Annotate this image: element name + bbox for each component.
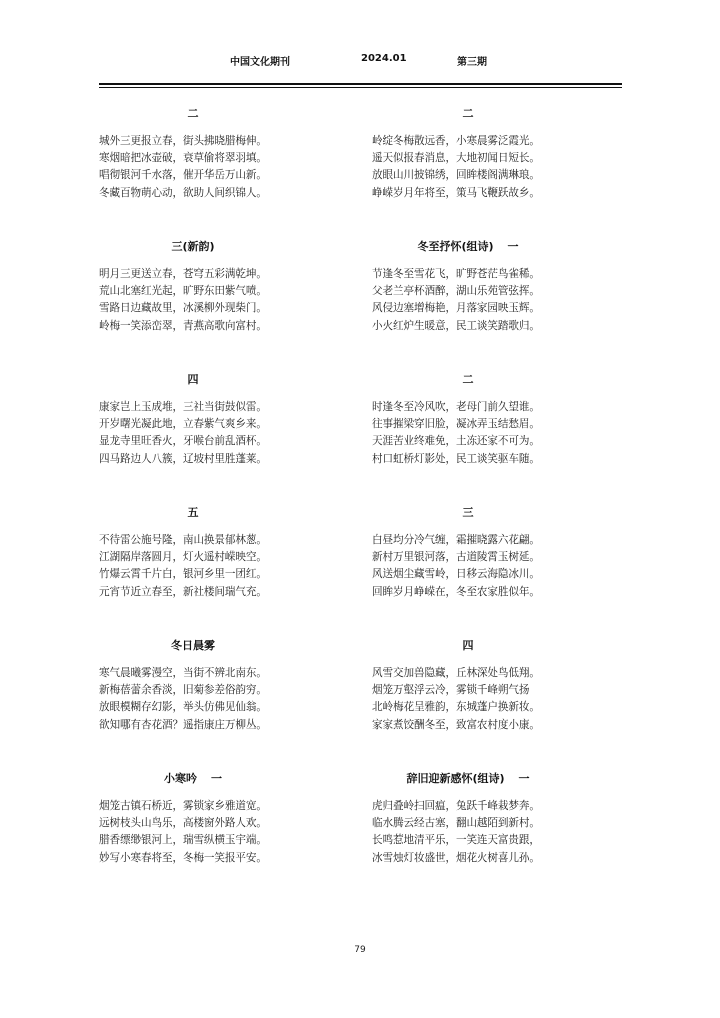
poem-line: 岭绽冬梅散远香，小寒晨雾泛霞光。 xyxy=(372,135,540,147)
poem-line: 烟笼古镇石桥近，雾锁家乡雅道宽。 xyxy=(99,800,267,812)
poem-title: 二 xyxy=(462,373,474,386)
poem-line: 康家岂上玉成堆，三社当街鼓似雷。 xyxy=(99,401,267,413)
poem-line: 竹爆云霄千片白，银河乡里一团红。 xyxy=(99,568,267,581)
poem-line: 时逢冬至冷风吹，老母门前久望谁。 xyxy=(372,401,540,413)
poem xyxy=(99,494,287,627)
poem-line: 烟笼万壑浮云冷，雾锁千峰朔气扬 xyxy=(372,684,530,697)
poem-line: 荒山北塞红光起，旷野东田紫气喷。 xyxy=(99,285,267,298)
poem-title: 三(新韵) xyxy=(171,240,215,253)
poem-line: 唱彻银河千水落，催开华岳万山新。 xyxy=(99,169,267,182)
poem-line: 节逢冬至雪花飞，旷野苍茫鸟雀稀。 xyxy=(372,268,540,280)
poem-line: 放眼模糊存幻影，举头仿佛见仙翁。 xyxy=(99,701,267,714)
poem xyxy=(372,95,564,228)
poem-line: 开岁曙光凝此地，立春紫气爽乡来。 xyxy=(99,418,267,431)
poem-line: 冰雪烛灯妆盛世，烟花火树喜儿孙。 xyxy=(372,851,540,864)
poem-line: 小火红炉生暖意，民工谈笑踏歌归。 xyxy=(372,319,540,332)
poem-line: 长鸣惹地清平乐，一笑连天富贵跟， xyxy=(372,834,540,847)
issue-number: 第三期 xyxy=(457,57,487,68)
poem-title: 冬日晨雾 xyxy=(171,639,215,652)
poem-title: 四 xyxy=(187,373,199,386)
poem-line: 寒烟暗把冰壶破，衰草偷将翠羽填。 xyxy=(99,152,267,165)
poem-line: 天涯苦业终难免，土冻还家不可为。 xyxy=(372,435,540,448)
poem-line: 江湖隔岸落圆月，灯火遥村嵘映空。 xyxy=(99,551,267,564)
poem-line: 北岭梅花呈雅韵，东城蓬户换新妆。 xyxy=(372,701,540,714)
poem-title: 二 xyxy=(462,107,474,120)
poem-line: 不待雷公施号隆，南山换景郁林葱。 xyxy=(99,534,267,546)
poem-line: 新村万里银河落，古道陵霄玉树延。 xyxy=(372,551,540,564)
poem-line: 欲知哪有杏花酒？遥指康庄万柳丛。 xyxy=(99,718,267,731)
poem-title: 三 xyxy=(462,506,474,519)
poem-part-number: 一 xyxy=(211,772,222,785)
poem-line: 家家煮饺酬冬至，致富农村度小康。 xyxy=(372,718,540,731)
poem-line: 远树枝头山鸟乐，高楼窗外路人欢。 xyxy=(99,817,267,830)
poem-line: 新梅蓓蕾余香淡，旧菊参差俗韵穷。 xyxy=(99,684,267,697)
header-rule-thick xyxy=(99,83,622,85)
poem-line: 风送烟尘藏雪岭，日移云海隐冰川。 xyxy=(372,568,540,581)
poem-line: 风侵边塞增梅艳，月落家园映玉辉。 xyxy=(372,302,540,315)
right-column xyxy=(372,95,564,893)
poem-title-text: 小寒吟 xyxy=(164,772,197,785)
poem xyxy=(372,228,564,361)
poem-title: 五 xyxy=(187,506,199,519)
left-column xyxy=(99,95,287,893)
poem xyxy=(99,95,287,228)
poem-title xyxy=(372,760,564,798)
poem-line: 虎归叠岭扫回瘟，兔跃千峰栽梦奔。 xyxy=(372,800,540,812)
poem-line: 往事摧梁穿旧脸，凝冰弄玉结愁眉。 xyxy=(372,418,540,431)
poem-line: 放眼山川披锦绣，回眸楼阁满琳琅。 xyxy=(372,169,540,182)
poem-line: 城外三更报立春，街头拂晓腊梅伸。 xyxy=(99,135,267,147)
poem-line: 白昼均分冷气缠，霜摧晓露六花翩。 xyxy=(372,534,540,546)
poem xyxy=(99,627,287,760)
poem-line: 临水腾云经古塞，翻山越陌到新村。 xyxy=(372,817,540,830)
poem-line: 岭梅一笑添峦翠，青燕高歌向富村。 xyxy=(99,319,267,332)
poem-line: 风雪交加兽隐藏，丘林深处鸟低翔。 xyxy=(372,667,540,679)
poem xyxy=(99,228,287,361)
poem xyxy=(99,760,287,893)
poem xyxy=(372,627,564,760)
journal-name: 中国文化期刊 xyxy=(230,57,290,68)
poem-title xyxy=(99,760,287,798)
poem-line: 父老兰亭杯酒醉，湖山乐苑管弦挥。 xyxy=(372,285,540,298)
poem-title: 二 xyxy=(187,107,199,120)
poem-line: 雪路日边藏故里，冰溪柳外现柴门。 xyxy=(99,302,267,315)
poem xyxy=(99,361,287,494)
poem-line: 四马路边人八簇，辽坡村里胜蓬莱。 xyxy=(99,452,267,465)
poem-line: 妙写小寒春将至，冬梅一笑报平安。 xyxy=(99,851,267,864)
poem-line: 显龙寺里旺香火，牙喉台前乱酒杯。 xyxy=(99,435,267,448)
poem-line: 遥天似报春消息，大地初闻日短长。 xyxy=(372,152,540,165)
poem xyxy=(372,760,564,893)
poem-part-number: 一 xyxy=(518,772,530,785)
poem-line: 冬藏百物萌心动，欲助人间织锦人。 xyxy=(99,186,267,199)
poem-line: 腊香缥缈银河上，瑞雪纵横玉宇端。 xyxy=(99,834,267,847)
poem-part-number: 一 xyxy=(507,240,519,253)
poem-line: 回眸岁月峥嵘在，冬至农家胜似年。 xyxy=(372,585,540,598)
poem-line: 明月三更送立春，苍穹五彩满乾坤。 xyxy=(99,268,267,280)
poem-title: 四 xyxy=(462,639,474,652)
poem xyxy=(372,361,564,494)
page-number: 79 xyxy=(354,945,366,955)
issue-date: 2024.01 xyxy=(361,53,407,64)
poem-line: 峥嵘岁月年将至，策马飞鞭跃故乡。 xyxy=(372,186,540,199)
poem xyxy=(372,494,564,627)
poem-line: 元宵节近立春至，新社楼间瑞气充。 xyxy=(99,585,267,598)
poem-title-text: 冬至抒怀(组诗) xyxy=(417,240,494,253)
poem-title xyxy=(372,228,564,266)
poem-line: 寒气晨曦雾漫空，当街不辨北南东。 xyxy=(99,667,267,679)
header-rule-thin xyxy=(99,87,622,88)
poem-title-text: 辞旧迎新感怀(组诗) xyxy=(406,772,505,785)
poem-line: 村口虹桥灯影处，民工谈笑驱车随。 xyxy=(372,452,540,465)
